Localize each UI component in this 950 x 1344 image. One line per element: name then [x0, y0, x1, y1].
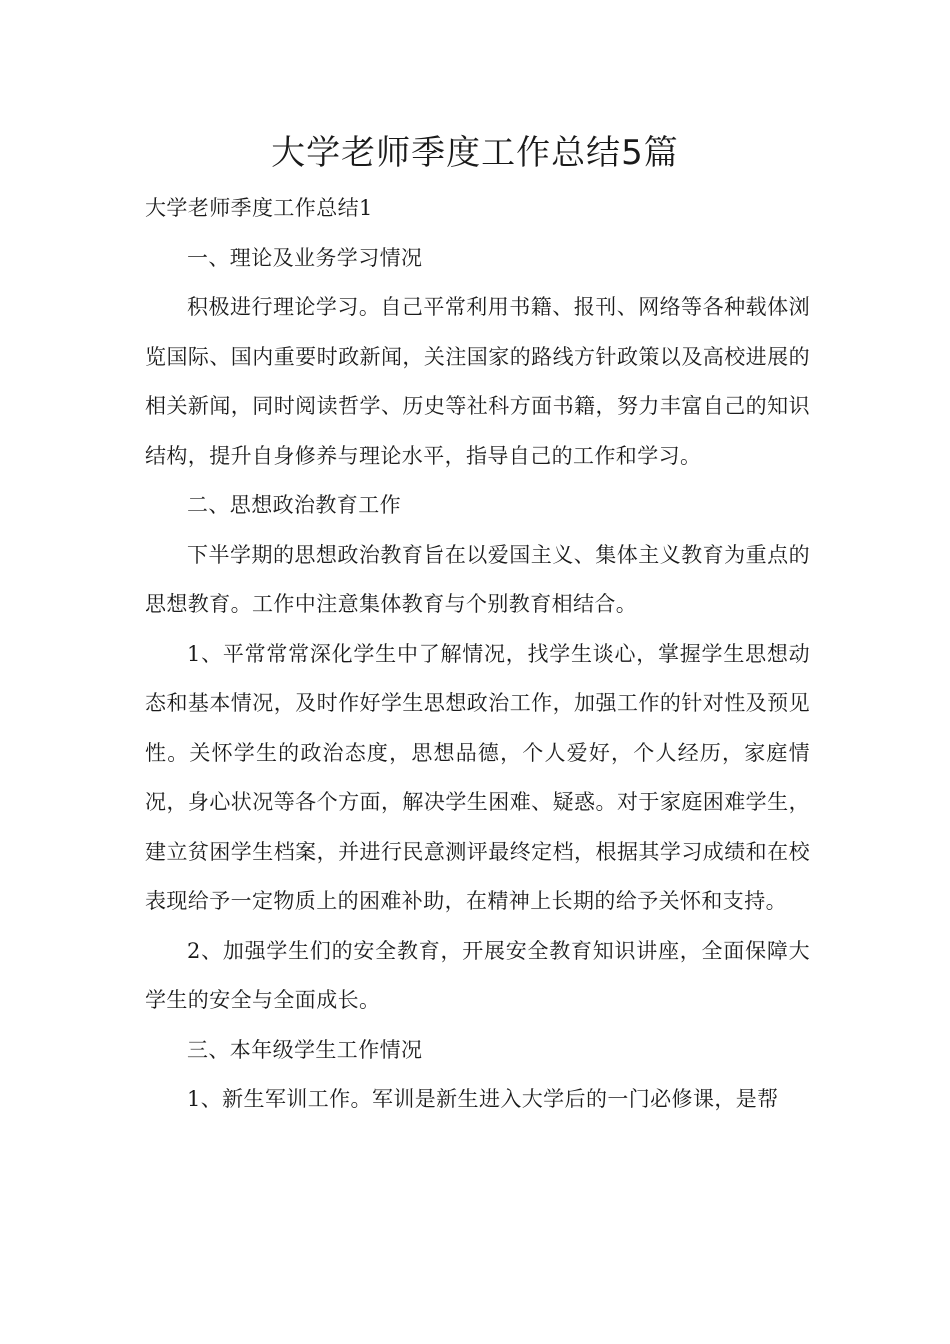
subsection-heading: 三、本年级学生工作情况	[187, 1037, 423, 1062]
subsection-heading: 一、理论及业务学习情况	[187, 245, 423, 270]
paragraph: 1、平常常常深化学生中了解情况，找学生谈心，掌握学生思想动态和基本情况，及时作好学生思想政治工作，加强工作的针对性及预见性。关怀学生的政治态度，思想品德，个人爱好，个人经历，家庭情况，身心状况等各个方面，解决学生困难、疑惑。对于家庭困难学生，建立贫困学生档案，并进行民意测评最终定档，根据其学习成绩和在校表现给予一定物质上的困难补助，在精神上长期的给予关怀和支持。	[145, 641, 810, 913]
section-heading: 大学老师季度工作总结1	[145, 196, 373, 220]
paragraph: 1、新生军训工作。军训是新生进入大学后的一门必修课，是帮	[187, 1087, 779, 1111]
paragraph: 积极进行理论学习。自己平常利用书籍、报刊、网络等各种载体浏览国际、国内重要时政新闻，关注国家的路线方针政策以及高校进展的相关新闻，同时阅读哲学、历史等社科方面书籍，努力丰富自己的知识结构，提升自身修养与理论水平，指导自己的工作和学习。	[145, 295, 810, 468]
paragraph: 2、加强学生们的安全教育，开展安全教育知识讲座，全面保障大学生的安全与全面成长。	[145, 938, 810, 1012]
document-body	[145, 184, 810, 1125]
paragraph: 下半学期的思想政治教育旨在以爱国主义、集体主义教育为重点的思想教育。工作中注意集体教育与个别教育相结合。	[145, 542, 810, 616]
document-title: 大学老师季度工作总结5篇	[271, 133, 679, 173]
subsection-heading: 二、思想政治教育工作	[187, 493, 401, 517]
